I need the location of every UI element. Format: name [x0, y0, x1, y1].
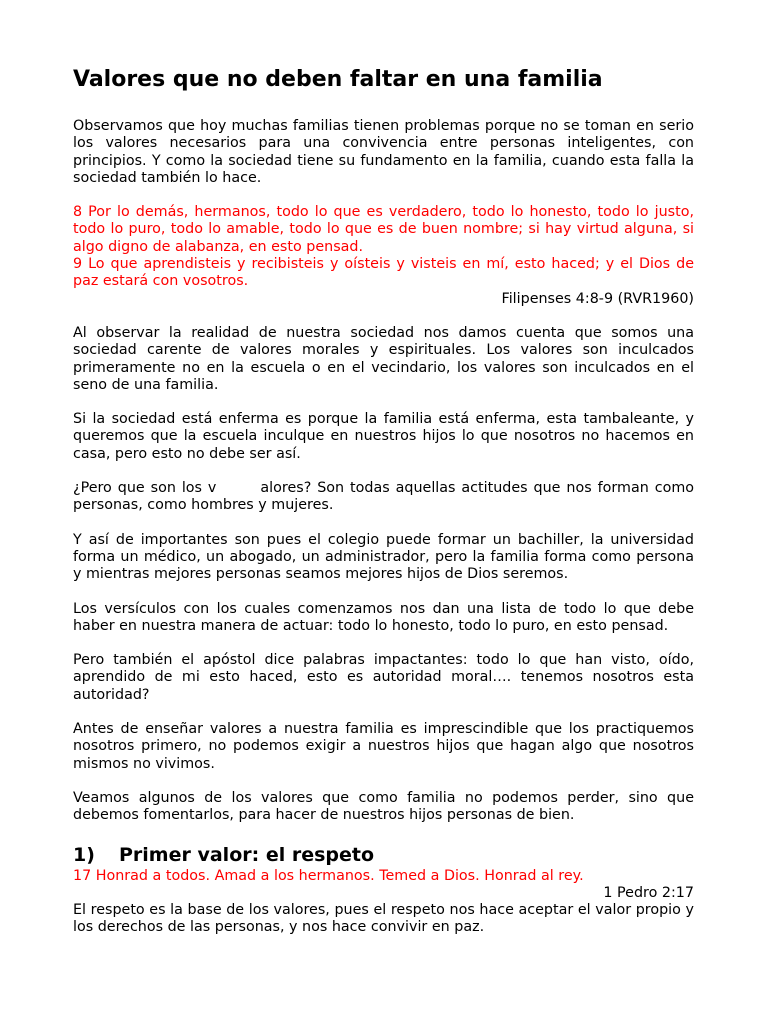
paragraph-que-son-part-1: ¿Pero que son los v: [73, 480, 217, 497]
paragraph-que-son: [73, 480, 694, 515]
paragraph-observar: Al observar la realidad de nuestra sociedad nos damos cuenta que somos una sociedad carente de valores morales y espirituales. Los valores son inculcados primeramente no en la escuela o en el vecindario, los valores son inculcados en el seno de una familia.: [73, 324, 694, 393]
verse-17: 17 Honrad a todos. Amad a los hermanos. Temed a Dios. Honrad al rey.: [73, 867, 584, 884]
paragraph-veamos: Veamos algunos de los valores que como familia no podemos perder, sino que debemos fomentarlos, para hacer de nuestros hijos personas de bien.: [73, 789, 694, 824]
section-number: 1): [73, 843, 95, 866]
paragraph-enferma: Si la sociedad está enferma es porque la familia está enferma, esta tambaleante, y queremos que la escuela inculque en nuestros hijos lo que nosotros no hacemos en casa, pero esto no debe ser así.: [73, 411, 694, 462]
paragraph-apostol: Pero también el apóstol dice palabras impactantes: todo lo que han visto, oído, aprendido de mi esto haced, esto es autoridad moral…. tenemos nosotros esta autoridad?: [73, 652, 694, 703]
verse-8: 8 Por lo demás, hermanos, todo lo que es verdadero, todo lo honesto, todo lo justo, todo lo puro, todo lo amable, todo lo que es de buen nombre; si hay virtud alguna, si algo digno de alabanza, en esto pensad.: [73, 204, 694, 255]
citation-pedro: 1 Pedro 2:17: [603, 884, 694, 901]
paragraph-respeto: El respeto es la base de los valores, pues el respeto nos hace aceptar el valor propio y los derechos de las personas, y nos hace convivir en paz.: [73, 902, 694, 936]
document-title: Valores que no deben faltar en una familia: [73, 67, 603, 92]
section-title: Primer valor: el respeto: [119, 843, 375, 866]
verse-9: 9 Lo que aprendisteis y recibisteis y oísteis y visteis en mí, esto haced; y el Dios de paz estará con vosotros.: [73, 256, 694, 290]
paragraph-que-son-part-2: alores? Son todas aquellas actitudes que nos forman como personas, como hombres y mujeres.: [73, 480, 694, 514]
citation-filipenses: Filipenses 4:8-9 (RVR1960): [501, 290, 694, 307]
paragraph-versiculos: Los versículos con los cuales comenzamos nos dan una lista de todo lo que debe haber en nuestra manera de actuar: todo lo honesto, todo lo puro, en esto pensad.: [73, 600, 694, 634]
paragraph-antes: Antes de enseñar valores a nuestra familia es imprescindible que los practiquemos nosotros primero, no podemos exigir a nuestros hijos que hagan algo que nosotros mismos no vivimos.: [73, 721, 694, 772]
paragraph-importantes: Y así de importantes son pues el colegio puede formar un bachiller, la universidad forma un médico, un abogado, un administrador, pero la familia forma como persona y mientras mejores personas seamos mejores hijos de Dios seremos.: [73, 531, 694, 583]
document-page: [73, 62, 694, 954]
intro-paragraph: Observamos que hoy muchas familias tienen problemas porque no se toman en serio los valores necesarios para una convivencia entre personas inteligentes, con principios. Y como la sociedad tiene su fundamento en la familia, cuando esta falla la sociedad también lo hace.: [73, 118, 694, 186]
section-heading-respeto: [73, 842, 694, 868]
